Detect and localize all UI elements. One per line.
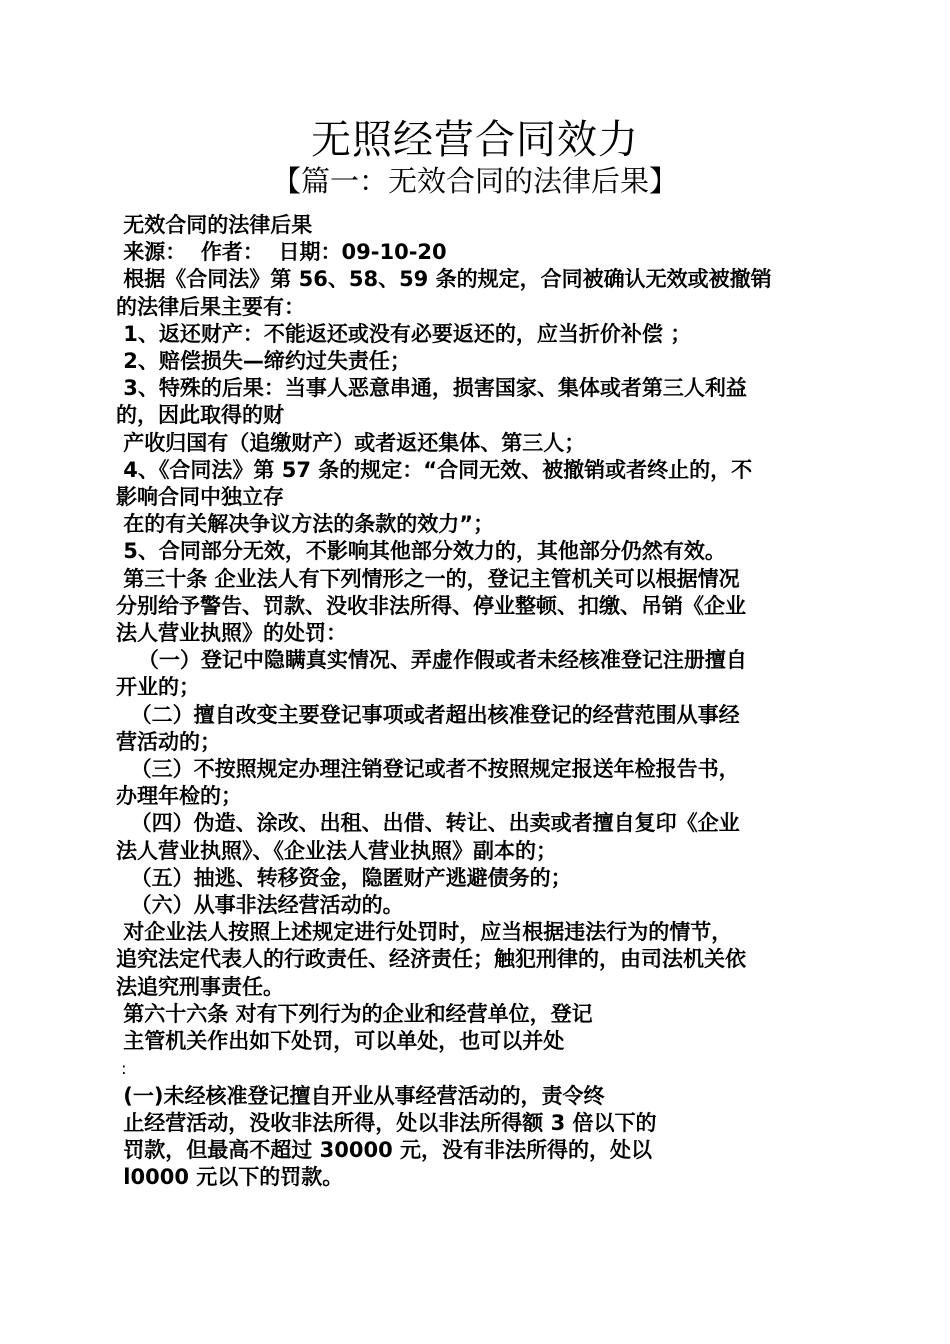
body-line: 的，因此取得的财 — [116, 403, 284, 428]
body-line: （四）伪造、涂改、出租、出借、转让、出卖或者擅自复印《企业 — [116, 811, 740, 836]
body-line: (一)未经核准登记擅自开业从事经营活动的，责令终 — [116, 1083, 605, 1108]
body-line: 对企业法人按照上述规定进行处罚时，应当根据违法行为的情节， — [116, 920, 733, 945]
body-line: l0000 元以下的罚款。 — [116, 1165, 344, 1190]
body-line: （一）登记中隐瞒真实情况、弄虚作假或者未经核准登记注册擅自 — [116, 648, 747, 673]
body-line: 办理年检的； — [116, 784, 242, 809]
body-line: （五）抽逃、转移资金，隐匿财产逃避债务的； — [116, 865, 572, 890]
body-line: 止经营活动，没收非法所得，处以非法所得额 3 倍以下的 — [116, 1110, 657, 1135]
document-title: 无照经营合同效力 — [311, 117, 639, 163]
body-line: 主管机关作出如下处罚，可以单处，也可以并处 — [116, 1029, 565, 1054]
body-line: 4、《合同法》第 57 条的规定：“合同无效、被撤销或者终止的，不 — [116, 457, 753, 482]
body-line: 第六十六条 对有下列行为的企业和经营单位，登记 — [116, 1001, 593, 1026]
body-line: 开业的； — [116, 675, 200, 700]
body-line: 根据《合同法》第 56、58、59 条的规定，合同被确认无效或被撤销 — [116, 267, 772, 292]
body-line: 追究法定代表人的行政责任、经济责任；触犯刑律的，由司法机关依 — [116, 947, 746, 972]
document-subtitle: 【篇一：无效合同的法律后果】 — [271, 164, 678, 198]
body-line: 营活动的； — [116, 729, 221, 754]
body-line: 1、返还财产：不能返还或没有必要返还的，应当折价补偿 ； — [116, 321, 692, 346]
body-line: （六）从事非法经营活动的。 — [116, 893, 404, 918]
body-line: 法人营业执照》、《企业法人营业执照》副本的； — [116, 838, 557, 863]
body-line: （三）不按照规定办理注销登记或者不按照规定报送年检报告书， — [116, 757, 740, 782]
body-line: 法人营业执照》的处罚： — [116, 621, 347, 646]
body-line: 影响合同中独立存 — [116, 485, 284, 510]
document-body — [116, 212, 846, 1191]
body-line: 法追究刑事责任。 — [116, 974, 284, 999]
body-line: 在的有关解决争议方法的条款的效力”； — [116, 512, 495, 537]
body-line: 罚款，但最高不超过 30000 元，没有非法所得的，处以 — [116, 1137, 652, 1162]
body-line: 来源： 作者： 日期：09-10-20 — [116, 240, 447, 265]
body-line: 分别给予警告、罚款、没收非法所得、停业整顿、扣缴、吊销《企业 — [116, 593, 746, 618]
body-line: 第三十条 企业法人有下列情形之一的，登记主管机关可以根据情况 — [116, 566, 740, 591]
body-line: 3、特殊的后果：当事人恶意串通，损害国家、集体或者第三人利益 — [116, 376, 747, 401]
body-line: 无效合同的法律后果 — [116, 213, 313, 237]
body-line: : — [116, 1059, 127, 1079]
body-line: 产收归国有（追缴财产）或者返还集体、第三人； — [116, 430, 586, 455]
body-line: （二）擅自改变主要登记事项或者超出核准登记的经营范围从事经 — [116, 702, 740, 727]
body-line: 的法律后果主要有： — [116, 294, 305, 319]
body-line: 2、赔偿损失—缔约过失责任； — [116, 349, 411, 374]
body-line: 5、合同部分无效，不影响其他部分效力的，其他部分仍然有效。 — [116, 539, 726, 564]
